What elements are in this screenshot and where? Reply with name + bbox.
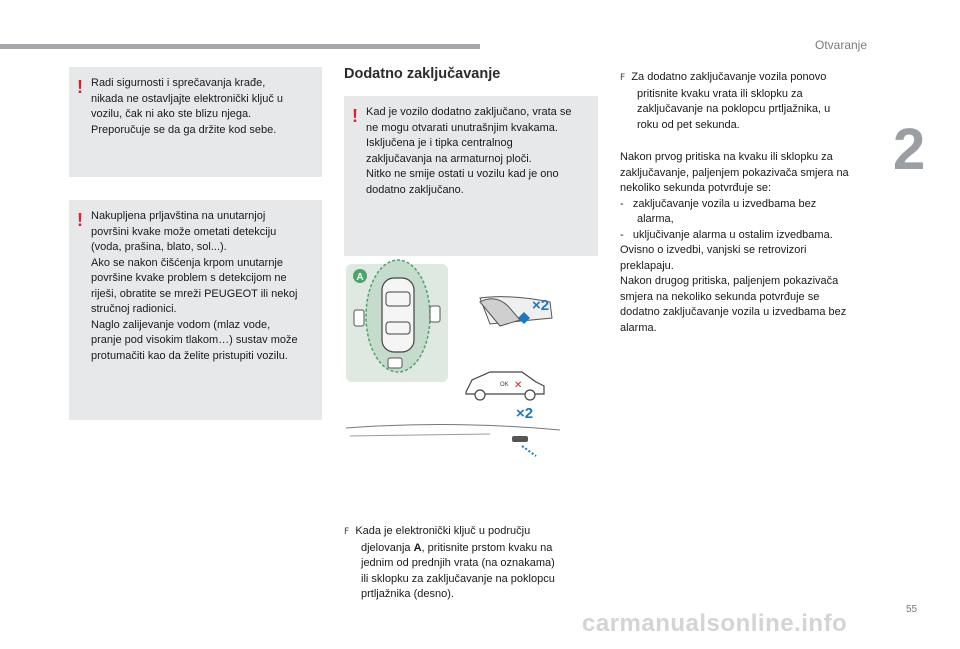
chapter-number: 2 xyxy=(893,117,926,182)
header-rule xyxy=(0,44,480,49)
zone-a-label: A xyxy=(356,272,364,283)
key-fob-icon xyxy=(430,306,440,322)
confirmation-text: Nakon prvog pritiska na kvaku ili sklopku za zaključavanje, paljenjem pokazivača smjera na nekoliko sekunda potvrđuje se: - zaključavanje vozila u izvedbama bez alarma, - uključivanje alarma u ostalim izvedbama. Ovisno o izvedbi, vanjski se retrovizori preklapaju. Nakon drugog pritiska, paljenjem pokazivača smjera na nekoliko sekunda potvrđuje se dodatno zaključavanje vozila u izvedbama bez alarma. xyxy=(620,151,849,334)
press-count-label: ×2 xyxy=(532,297,550,314)
section-title: Otvaranje xyxy=(815,38,868,52)
bullet-icon: F xyxy=(344,527,350,537)
section-heading: Dodatno zaključavanje xyxy=(344,66,501,82)
tailgate-switch-press xyxy=(346,405,560,456)
warning-text: Kad je vozilo dodatno zaključano, vrata se ne mogu otvarati unutrašnjim kvakama. Isključena je i tipka centralnog zaključavanja na armaturnoj ploči. Nitko ne smije ostati u vozilu kad je ono dodatno zaključano. xyxy=(366,106,572,196)
watermark: carmanualsonline.info xyxy=(582,610,848,637)
warning-text: Radi sigurnosti i sprečavanja krađe, nikada ne ostavljajte elektronički ključ u vozilu, čak ni ako ste blizu njega. Preporučuje se da ga držite kod sebe. xyxy=(91,77,283,136)
warning-box-dirt xyxy=(69,200,322,420)
ok-label: OK xyxy=(500,382,509,388)
warning-box-deadlock xyxy=(344,96,598,256)
car-top-view xyxy=(382,278,414,352)
door-handle-press xyxy=(480,297,552,326)
deadlock-illustration xyxy=(340,258,568,458)
press-count-label: ×2 xyxy=(516,405,534,422)
warning-icon: ! xyxy=(77,77,83,97)
step-1: F Kada je elektronički ključ u području djelovanja A, pritisnite prstom kvaku na jednim od prednjih vrata (na oznakama) ili sklopku za zaključavanje na poklopcu prtljažnika (desno). xyxy=(344,525,555,600)
lock-switch xyxy=(512,436,528,442)
warning-icon: ! xyxy=(77,210,83,230)
car-side-view xyxy=(466,372,544,400)
step-2: F Za dodatno zaključavanje vozila ponovo pritisnite kvaku vrata ili sklopku za zaključavanje na poklopcu prtljažnika, u roku od pet sekunda. xyxy=(620,71,831,131)
key-fob-icon xyxy=(388,358,402,368)
tailgate-outline xyxy=(346,424,560,430)
bullet-icon: F xyxy=(620,73,626,83)
page-number: 55 xyxy=(906,604,918,615)
zone-diagram xyxy=(346,260,448,382)
warning-icon: ! xyxy=(352,106,358,126)
key-fob-icon xyxy=(354,310,364,326)
press-arrow-icon xyxy=(522,446,536,456)
cross-icon: ✕ xyxy=(514,380,523,391)
warning-box-security xyxy=(69,67,322,177)
warning-text: Nakupljena prljavština na unutarnjoj površini kvake može ometati detekciju (voda, prašina, blato, sol...). Ako se nakon čišćenja krpom unutarnje površine kvake problem s detekcijom ne riješi, obratite se mreži PEUGEOT ili nekoj stručnoj radionici. Naglo zalijevanje vodom (mlaz vode, pranje pod visokim tlakom…) sustav može protumačiti kao da želite pristupiti vozilu. xyxy=(91,210,298,362)
